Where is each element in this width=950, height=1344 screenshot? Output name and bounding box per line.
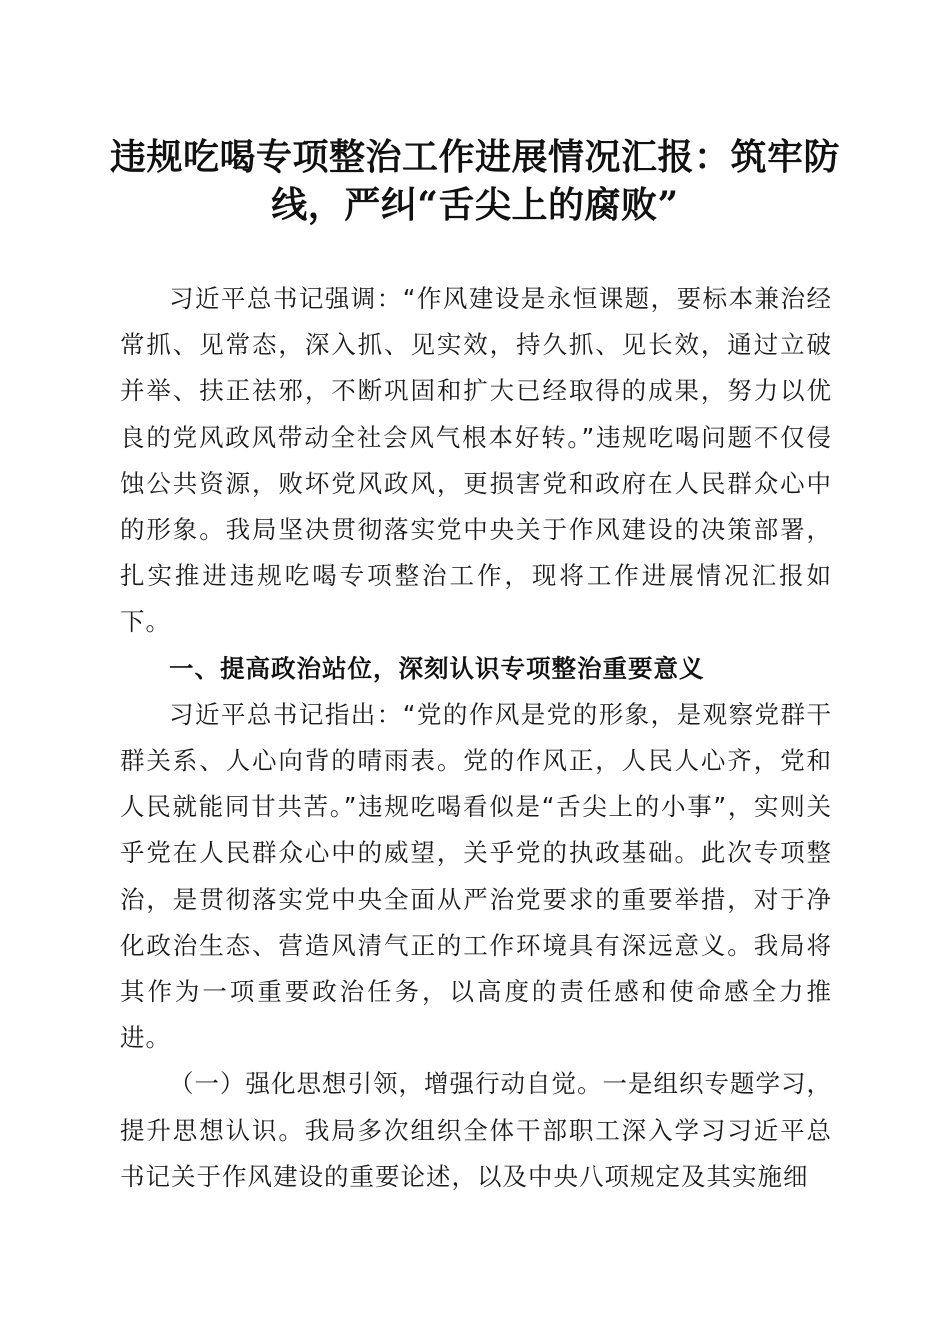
section-heading: 一、提高政治站位，深刻认识专项整治重要意义 [169, 653, 705, 683]
document-title: 违规吃喝专项整治工作进展情况汇报：筑牢防线，严纠“舌尖上的腐败” [110, 136, 841, 226]
subsection-paragraph: （一）强化思想引领，增强行动自觉。一是组织专题学习，提升思想认识。我局多次组织全体干部职工深入学习习近平总书记关于作风建设的重要论述，以及中央八项规定及其实施细 [120, 1069, 832, 1191]
document-body [120, 276, 832, 1200]
section-paragraph: 习近平总书记指出：“党的作风是党的形象，是观察党群干群关系、人心向背的晴雨表。党的作风正，人民人心齐，党和人民就能同甘共苦。”违规吃喝看似是“舌尖上的小事”，实则关乎党在人民群众心中的威望，关乎党的执政基础。此次专项整治，是贯彻落实党中央全面从严治党要求的重要举措，对于净化政治生态、营造风清气正的工作环境具有深远意义。我局将其作为一项重要政治任务，以高度的责任感和使命感全力推进。 [120, 699, 832, 1053]
intro-paragraph: 习近平总书记强调：“作风建设是永恒课题，要标本兼治经常抓、见常态，深入抓、见实效，持久抓、见长效，通过立破并举、扶正祛邪，不断巩固和扩大已经取得的成果，努力以优良的党风政风带动全社会风气根本好转。”违规吃喝问题不仅侵蚀公共资源，败坏党风政风，更损害党和政府在人民群众心中的形象。我局坚决贯彻落实党中央关于作风建设的决策部署，扎实推进违规吃喝专项整治工作，现将工作进展情况汇报如下。 [120, 284, 832, 637]
